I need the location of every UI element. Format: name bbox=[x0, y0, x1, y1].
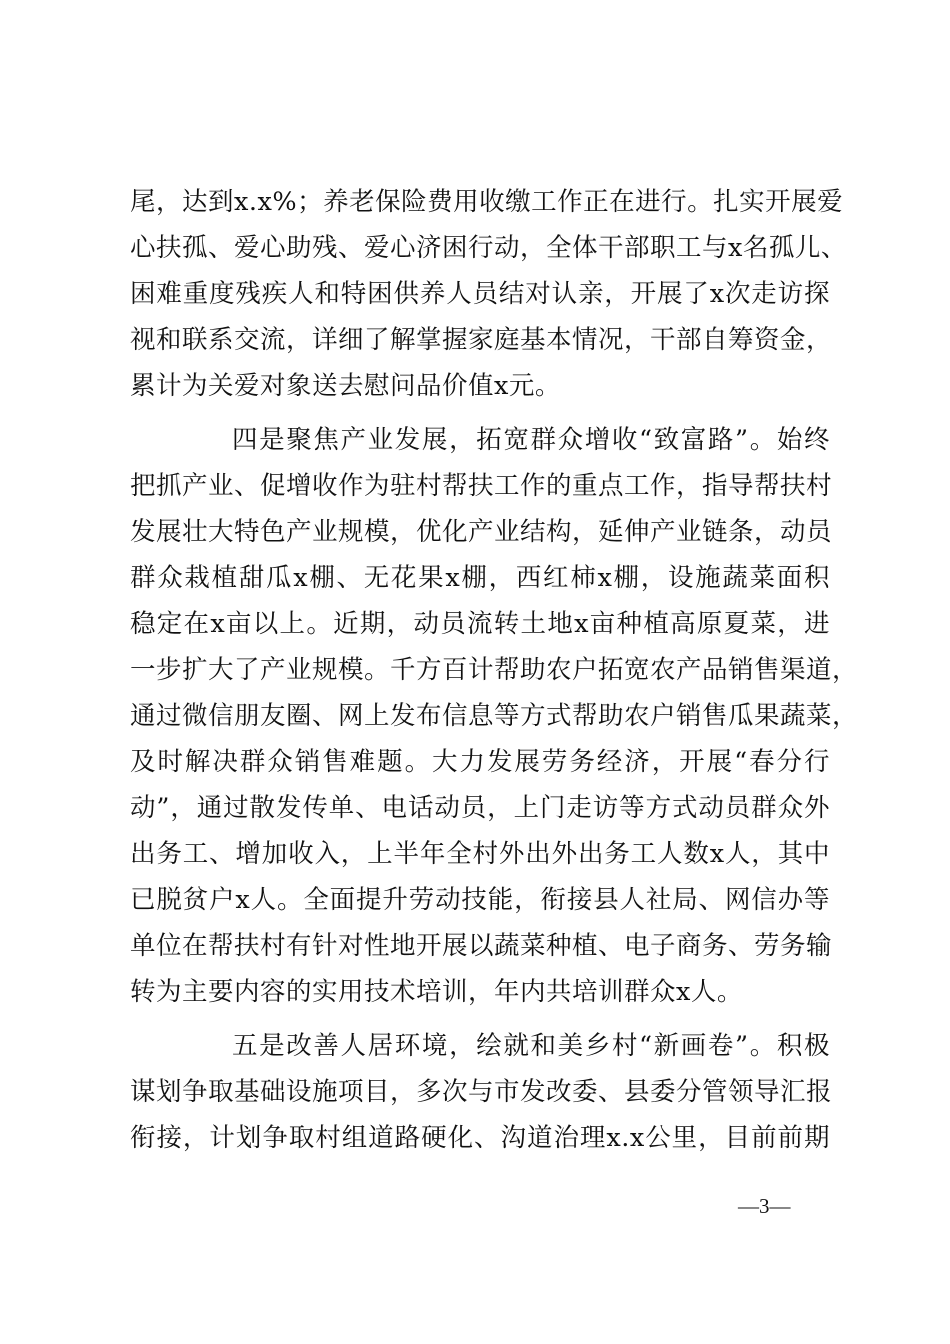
paragraph-1 bbox=[130, 179, 847, 409]
text-line: 及时解决群众销售难题。大力发展劳务经济，开展“春分行 bbox=[130, 747, 830, 777]
text-line: 尾，达到x.x%；养老保险费用收缴工作正在进行。扎实开展爱 bbox=[130, 187, 844, 217]
paragraph-3 bbox=[130, 1023, 833, 1161]
text-line: 发展壮大特色产业规模，优化产业结构，延伸产业链条，动员 bbox=[130, 517, 833, 547]
text-line: 动”，通过散发传单、电话动员，上门走访等方式动员群众外 bbox=[130, 793, 830, 823]
document-body bbox=[130, 179, 859, 1161]
text-line: 衔接，计划争取村组道路硬化、沟道治理x.x公里，目前前期 bbox=[130, 1123, 830, 1153]
text-line: 四是聚焦产业发展，拓宽群众增收“致富路”。始终 bbox=[232, 425, 830, 455]
text-line: 把抓产业、促增收作为驻村帮扶工作的重点工作，指导帮扶村 bbox=[130, 471, 833, 501]
text-line: 困难重度残疾人和特困供养人员结对认亲，开展了x次走访探 bbox=[130, 279, 830, 309]
text-line: 视和联系交流，详细了解掌握家庭基本情况，干部自筹资金， bbox=[130, 325, 833, 355]
text-line: 通过微信朋友圈、网上发布信息等方式帮助农户销售瓜果蔬菜， bbox=[130, 701, 859, 731]
paragraph-spacer bbox=[130, 1015, 830, 1023]
text-line: 心扶孤、爱心助残、爱心济困行动，全体干部职工与x名孤儿、 bbox=[130, 233, 847, 263]
text-line: 五是改善人居环境，绘就和美乡村“新画卷”。积极 bbox=[232, 1031, 830, 1061]
text-line: 出务工、增加收入，上半年全村外出外出务工人数x人，其中 bbox=[130, 839, 830, 869]
paragraph-2 bbox=[130, 417, 859, 1015]
text-line: 谋划争取基础设施项目，多次与市发改委、县委分管领导汇报 bbox=[130, 1077, 833, 1107]
text-line: 群众栽植甜瓜x棚、无花果x棚，西红柿x棚，设施蔬菜面积 bbox=[130, 563, 830, 593]
text-line: 稳定在x亩以上。近期，动员流转土地x亩种植高原夏菜，进 bbox=[130, 609, 830, 639]
text-line: 转为主要内容的实用技术培训，年内共培训群众x人。 bbox=[130, 977, 743, 1007]
text-line: 累计为关爱对象送去慰问品价值x元。 bbox=[130, 371, 561, 401]
text-line: 已脱贫户x人。全面提升劳动技能，衔接县人社局、网信办等 bbox=[130, 885, 830, 915]
text-line: 单位在帮扶村有针对性地开展以蔬菜种植、电子商务、劳务输 bbox=[130, 931, 833, 961]
paragraph-spacer bbox=[130, 409, 830, 417]
page-number: —3— bbox=[738, 1194, 791, 1218]
text-line: 一步扩大了产业规模。千方百计帮助农户拓宽农产品销售渠道， bbox=[130, 655, 859, 685]
